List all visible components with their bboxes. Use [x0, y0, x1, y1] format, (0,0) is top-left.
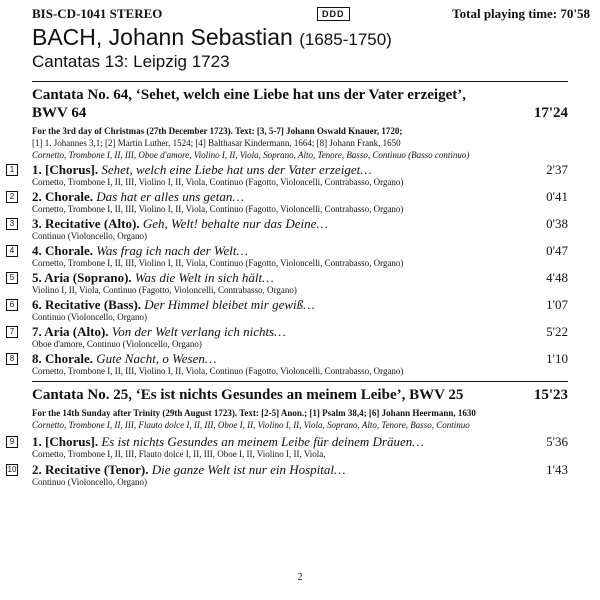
track-number-box: 10: [7, 465, 17, 474]
track-duration: 0'38: [546, 216, 568, 231]
track-label: 5. Aria (Soprano).: [32, 270, 132, 285]
track-duration: 1'10: [546, 351, 568, 366]
track-number-box: 4: [6, 245, 18, 257]
track-title: [32, 297, 315, 312]
track-instruments: Cornetto, Trombone I, II, III, Flauto dolce I, II, III, Oboe I, II, Violino I, II, Viola,: [32, 449, 326, 459]
composer-name: BACH, Johann Sebastian: [32, 24, 293, 50]
track-number-box: 8: [6, 353, 18, 365]
cantata-title: [32, 386, 568, 404]
track-duration: 5'36: [546, 434, 568, 449]
cantata-scoring: Cornetto, Trombone I, II, III, Oboe d'amore, Violino I, II, Viola, Soprano, Alto, Tenore, Basso, Continuo (Basso continuo): [32, 150, 470, 160]
cantata-title-line: Cantata No. 25, ‘Es ist nichts Gesundes an meinem Leibe’, BWV 25: [32, 387, 464, 403]
track-text: Die ganze Welt ist nur ein Hospital…: [151, 462, 346, 477]
track-duration: 1'43: [546, 462, 568, 477]
composer-heading: [32, 24, 392, 51]
cantata-duration: 15'23: [533, 387, 568, 403]
track-duration: 2'37: [546, 162, 568, 177]
track-row[interactable]: [6, 243, 568, 270]
track-title: [32, 216, 328, 231]
cantata-info: For the 3rd day of Christmas (27th December 1723). Text: [3, 5-7] Johann Oswald Knauer, 1720;: [32, 126, 403, 136]
track-row[interactable]: [6, 216, 568, 243]
album-subtitle: Cantatas 13: Leipzig 1723: [32, 52, 230, 71]
composer-dates: (1685-1750): [299, 30, 392, 49]
cantata-duration: 17'24: [533, 105, 568, 121]
track-label: 1. [Chorus].: [32, 434, 99, 449]
cantata-title-line: BWV 64: [32, 105, 87, 121]
track-instruments: Continuo (Violoncello, Organo): [32, 477, 148, 487]
track-number-box: 2: [6, 191, 18, 203]
track-title: [32, 434, 424, 449]
divider: [32, 381, 568, 382]
track-label: 6. Recitative (Bass).: [32, 297, 142, 312]
track-label: 8. Chorale.: [32, 351, 94, 366]
track-label: 2. Recitative (Tenor).: [32, 462, 149, 477]
cantata-title: [32, 86, 568, 122]
track-duration: 0'41: [546, 189, 568, 204]
track-text: Sehet, welch eine Liebe hat uns der Vater erzeiget…: [101, 162, 372, 177]
track-instruments: Continuo (Violoncello, Organo): [32, 312, 148, 322]
track-text: Gute Nacht, o Wesen…: [96, 351, 217, 366]
track-text: Von der Welt verlang ich nichts…: [111, 324, 286, 339]
track-title: [32, 162, 372, 177]
track-row[interactable]: [6, 270, 568, 297]
track-number-box: 1: [6, 164, 18, 176]
track-row[interactable]: [6, 434, 568, 461]
track-number-box: 3: [6, 218, 18, 230]
track-text: Was frag ich nach der Welt…: [96, 243, 249, 258]
track-title: [32, 462, 346, 477]
track-label: 1. [Chorus].: [32, 162, 99, 177]
track-instruments: Continuo (Violoncello, Organo): [32, 231, 148, 241]
track-title: [32, 243, 248, 258]
track-number-box: 7: [6, 326, 18, 338]
track-row[interactable]: [6, 189, 568, 216]
track-row[interactable]: [6, 162, 568, 189]
track-title: [32, 189, 244, 204]
track-instruments: Violino I, II, Viola, Continuo (Fagotto, Violoncelli, Contrabasso, Organo): [32, 285, 297, 295]
track-number-box: 9: [6, 436, 18, 448]
track-duration: 0'47: [546, 243, 568, 258]
track-row[interactable]: [6, 324, 568, 351]
catalog-number: BIS-CD-1041 STEREO: [32, 6, 163, 21]
track-text: Es ist nichts Gesundes an meinem Leibe für deinem Dräuen…: [101, 434, 424, 449]
track-label: 4. Chorale.: [32, 243, 94, 258]
track-title: [32, 324, 286, 339]
track-title: [32, 351, 216, 366]
track-instruments: Cornetto, Trombone I, II, III, Violino I, II, Viola, Continuo (Fagotto, Violoncelli, Contrabasso, Organo): [32, 177, 404, 187]
track-row[interactable]: [6, 462, 568, 489]
track-text: Geh, Welt! behalte nur das Deine…: [142, 216, 328, 231]
divider: [32, 81, 568, 82]
total-playing-time: Total playing time: 70'58: [452, 6, 590, 21]
track-row[interactable]: [6, 297, 568, 324]
track-label: 3. Recitative (Alto).: [32, 216, 140, 231]
cantata-text-sources: [1] 1. Johannes 3,1; [2] Martin Luther, 1524; [4] Balthasar Kindermann, 1664; [8] Johann Frank, 1650: [32, 138, 401, 148]
track-instruments: Cornetto, Trombone I, II, III, Violino I, II, Viola, Continuo (Fagotto, Violoncelli, Contrabasso, Organo): [32, 366, 404, 376]
track-number-box: 6: [6, 299, 18, 311]
track-instruments: Oboe d'amore, Continuo (Violoncello, Organo): [32, 339, 202, 349]
track-duration: 1'07: [546, 297, 568, 312]
track-number-box: 5: [6, 272, 18, 284]
cantata-title-line: Cantata No. 64, ‘Sehet, welch eine Liebe hat uns der Vater erzeiget’,: [32, 87, 466, 103]
cantata-scoring: Cornetto, Trombone I, II, III, Flauto dolce I, II, III, Oboe I, II, Violino I, II, Viola, Soprano, Alto, Tenore, Basso, Continuo: [32, 420, 470, 430]
ddd-badge: DDD: [317, 7, 350, 21]
track-row[interactable]: [6, 351, 568, 378]
track-title: [32, 270, 274, 285]
track-label: 2. Chorale.: [32, 189, 94, 204]
header-bar: [32, 6, 590, 24]
track-text: Was die Welt in sich hält…: [134, 270, 274, 285]
track-label: 7. Aria (Alto).: [32, 324, 109, 339]
cantata-info: For the 14th Sunday after Trinity (29th August 1723). Text: [2-5] Anon.; [1] Psalm 38,4; [6] Johann Heermann, 1630: [32, 408, 476, 418]
page-number: 2: [297, 572, 303, 583]
track-instruments: Cornetto, Trombone I, II, III, Violino I, II, Viola, Continuo (Fagotto, Violoncelli, Contrabasso, Organo): [32, 204, 404, 214]
track-text: Der Himmel bleibet mir gewiß…: [144, 297, 315, 312]
track-duration: 4'48: [546, 270, 568, 285]
track-text: Das hat er alles uns getan…: [96, 189, 244, 204]
track-duration: 5'22: [546, 324, 568, 339]
track-instruments: Cornetto, Trombone I, II, III, Violino I, II, Viola, Continuo (Fagotto, Violoncelli, Contrabasso, Organo): [32, 258, 404, 268]
